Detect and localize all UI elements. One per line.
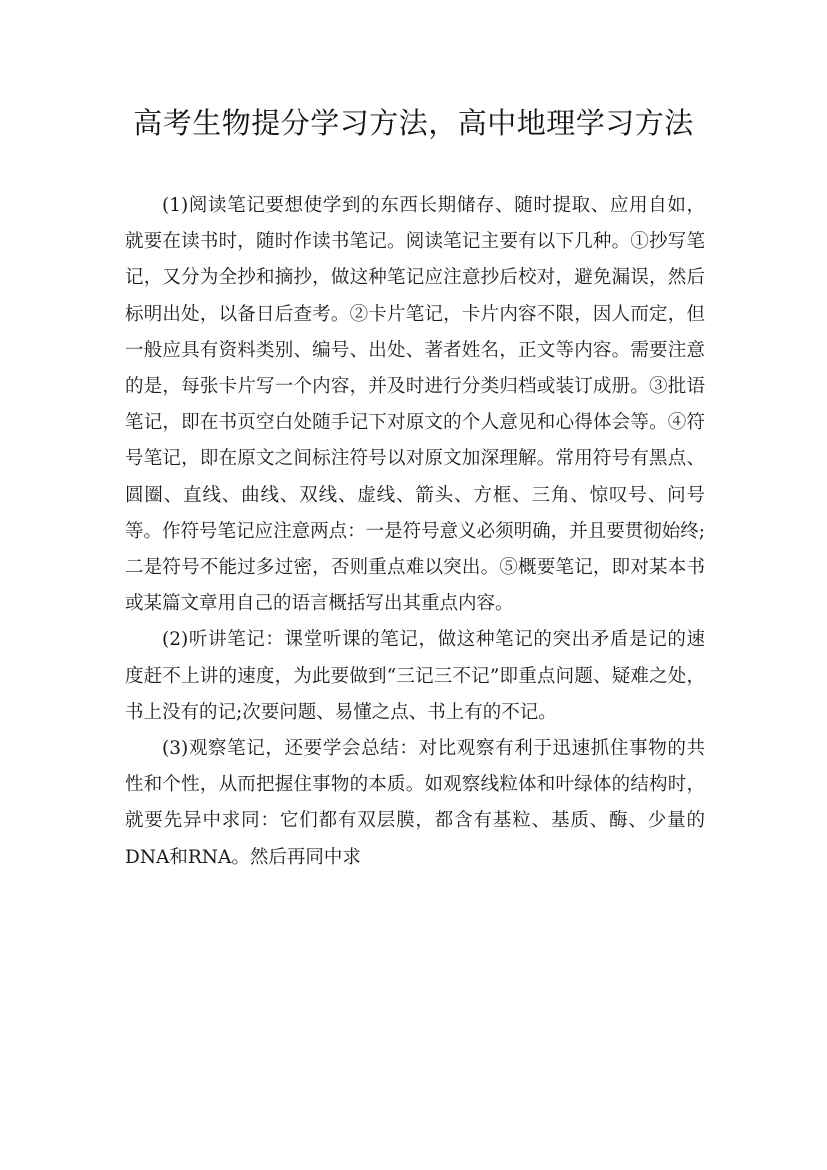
paragraph-lecture-notes: (2)听讲笔记：课堂听课的笔记，做这种笔记的突出矛盾是记的速度赶不上讲的速度，为此要做到“三记三不记”即重点问题、疑难之处，书上没有的记;次要问题、易懂之点、书上有的不记。: [125, 629, 705, 723]
paragraph-reading-notes: (1)阅读笔记要想使学到的东西长期储存、随时提取、应用自如，就要在读书时，随时作读书笔记。阅读笔记主要有以下几种。①抄写笔记，又分为全抄和摘抄，做这种笔记应注意抄后校对，避免漏误，然后标明出处，以备日后查考。②卡片笔记，卡片内容不限，因人而定，但一般应具有资料类别、编号、出处、著者姓名，正文等内容。需要注意的是，每张卡片写一个内容，并及时进行分类归档或装订成册。③批语笔记，即在书页空白处随手记下对原文的个人意见和心得体会等。④符号笔记，即在原文之间标注符号以对原文加深理解。常用符号有黑点、圆圈、直线、曲线、双线、虚线、箭头、方框、三角、惊叹号、问号等。作符号笔记应注意两点：一是符号意义必须明确，并且要贯彻始终;二是符号不能过多过密，否则重点难以突出。⑤概要笔记，即对某本书或某篇文章用自己的语言概括写出其重点内容。: [125, 195, 705, 615]
page-title: 高考生物提分学习方法，高中地理学习方法: [133, 106, 694, 140]
paragraph-observation-notes: (3)观察笔记，还要学会总结：对比观察有利于迅速抓住事物的共性和个性，从而把握住事物的本质。如观察线粒体和叶绿体的结构时，就要先异中求同：它们都有双层膜，都含有基粒、基质、酶、少量的DNA和RNA。然后再同中求: [125, 738, 705, 868]
document-body: [125, 188, 705, 876]
